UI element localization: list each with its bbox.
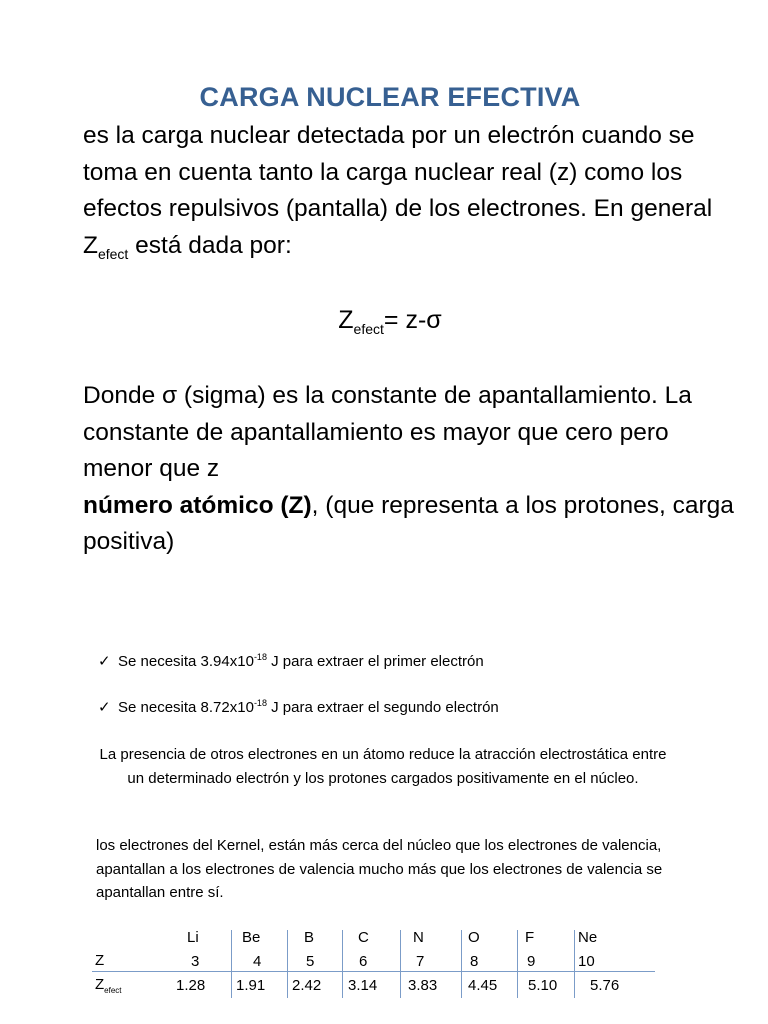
formula — [0, 306, 768, 337]
table-cell: 2.42 — [292, 977, 322, 994]
check-icon: ✓ — [98, 699, 111, 716]
table-header: F — [525, 929, 535, 946]
table-cell: 6 — [359, 953, 368, 970]
table-cell: 1.28 — [176, 977, 206, 994]
check-icon: ✓ — [98, 653, 111, 670]
table-cell: 4 — [253, 953, 262, 970]
table-cell: 9 — [527, 953, 536, 970]
check-item-1 — [98, 652, 484, 670]
kernel-paragraph: los electrones del Kernel, están más cerca del núcleo que los electrones de valencia, apantallan a los electrones de valencia mucho más que los electrones de valencia se apantallan entre sí. — [96, 837, 663, 901]
table-divider — [342, 930, 343, 998]
check-text: Se necesita 8.72x10 — [118, 699, 254, 716]
table-cell: 5 — [306, 953, 315, 970]
check-item-2 — [98, 698, 499, 716]
table-divider — [231, 930, 232, 998]
formula-subscript: efect — [353, 321, 384, 337]
table-divider — [574, 930, 575, 998]
table-divider — [461, 930, 462, 998]
table-cell: 3.14 — [348, 977, 378, 994]
table-divider — [287, 930, 288, 998]
check-exponent: -18 — [253, 652, 267, 662]
table-divider — [517, 930, 518, 998]
sigma-text: Donde σ (sigma) es la constante de apantallamiento. La constante de apantallamiento es mayor que cero pero menor que z — [83, 382, 692, 482]
table-cell: 5.10 — [528, 977, 558, 994]
table-header: Ne — [578, 929, 598, 946]
table-header: C — [358, 929, 369, 946]
table-header: B — [304, 929, 315, 946]
row-label-z: Z — [95, 952, 105, 969]
formula-z: Z — [338, 306, 354, 334]
table-cell: 7 — [416, 953, 425, 970]
table-divider — [92, 971, 655, 972]
table-header: Be — [242, 929, 261, 946]
formula-rest: = z-σ — [383, 306, 442, 334]
sigma-text-end: , (que representa a los protones, carga positiva) — [83, 491, 734, 555]
presence-paragraph: La presencia de otros electrones en un átomo reduce la atracción electrostática entre un determinado electrón y los protones cargados positivamente en el núcleo. — [99, 746, 667, 787]
definition-subscript: efect — [97, 245, 129, 262]
sigma-paragraph — [83, 378, 743, 561]
table-cell: 3.83 — [408, 977, 438, 994]
table-cell: 1.91 — [236, 977, 266, 994]
table-divider — [400, 930, 401, 998]
definition-text: es la carga nuclear detectada por un electrón cuando se toma en cuenta tanto la carga nuclear real (z) como los efectos repulsivos (pantalla) de los electrones. En general Z — [83, 122, 713, 259]
table-header: Li — [187, 929, 199, 946]
table-header: N — [413, 929, 424, 946]
page-title: CARGA NUCLEAR EFECTIVA — [199, 82, 581, 112]
row-label-zefect: $Z_{efect}$ — [95, 976, 122, 995]
check-text: Se necesita 3.94x10 — [118, 653, 254, 670]
table-cell: 4.45 — [468, 977, 498, 994]
sigma-bold: número atómico (Z) — [83, 491, 312, 519]
definition-text-end: está dada por: — [128, 231, 292, 259]
table-cell: 3 — [191, 953, 200, 970]
table-cell: 8 — [470, 953, 479, 970]
table-cell: 10 — [578, 953, 595, 970]
table-cell: 5.76 — [590, 977, 620, 994]
zefect-table — [0, 928, 768, 1024]
check-exponent: -18 — [253, 698, 267, 708]
definition-paragraph — [83, 118, 743, 272]
check-text-end: J para extraer el segundo electrón — [266, 699, 499, 716]
table-header: O — [468, 929, 480, 946]
check-text-end: J para extraer el primer electrón — [266, 653, 484, 670]
